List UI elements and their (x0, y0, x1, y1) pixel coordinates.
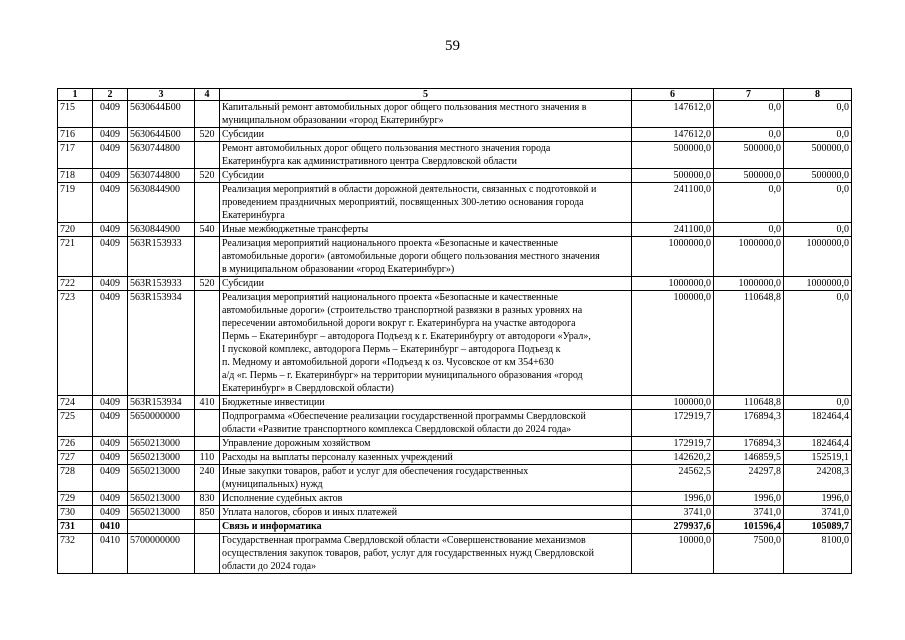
table-row (58, 451, 852, 465)
amount-2022-cell: 10000,0 (632, 534, 714, 574)
table-row (58, 183, 852, 223)
section-code-cell: 0409 (93, 223, 128, 237)
amount-2024-cell: 0,0 (784, 291, 852, 396)
amount-2022-cell: 24562,5 (632, 465, 714, 492)
amount-2024-cell: 0,0 (784, 396, 852, 410)
amount-2023-cell: 0,0 (714, 128, 784, 142)
target-article-cell: 5630644Б00 (128, 101, 195, 128)
target-article-cell: 5630844900 (128, 183, 195, 223)
amount-2023-cell: 3741,0 (714, 506, 784, 520)
amount-2023-cell: 110648,8 (714, 291, 784, 396)
item-name-line: области до 2024 года» (222, 561, 317, 572)
row-number-cell: 718 (58, 169, 93, 183)
row-number-cell: 724 (58, 396, 93, 410)
amount-2023-cell: 0,0 (714, 183, 784, 223)
section-code-cell: 0409 (93, 128, 128, 142)
item-name-cell (220, 183, 632, 223)
expense-type-cell (195, 101, 220, 128)
item-name-cell (220, 534, 632, 574)
amount-2023-cell: 7500,0 (714, 534, 784, 574)
expense-type-cell (195, 437, 220, 451)
item-name-cell (220, 410, 632, 437)
item-name-cell (220, 101, 632, 128)
item-name-cell (220, 492, 632, 506)
amount-2024-cell: 0,0 (784, 128, 852, 142)
row-number-cell: 727 (58, 451, 93, 465)
item-name-line: Бюджетные инвестиции (222, 397, 325, 408)
item-name-line: Иные межбюджетные трансферты (222, 224, 369, 235)
item-name-line: Реализация мероприятий в области дорожной деятельности, связанных с подготовкой и (222, 184, 597, 195)
table-row (58, 277, 852, 291)
row-number-cell: 723 (58, 291, 93, 396)
amount-2024-cell: 0,0 (784, 223, 852, 237)
section-code-cell: 0409 (93, 169, 128, 183)
amount-2022-cell: 3741,0 (632, 506, 714, 520)
row-number-cell: 730 (58, 506, 93, 520)
expense-type-cell: 520 (195, 277, 220, 291)
section-code-cell: 0409 (93, 237, 128, 277)
header-cell: 7 (714, 89, 784, 101)
item-name-line: Подпрограмма «Обеспечение реализации государственной программы Свердловской (222, 411, 586, 422)
expense-type-cell: 520 (195, 169, 220, 183)
amount-2022-cell: 1000000,0 (632, 237, 714, 277)
amount-2023-cell: 0,0 (714, 101, 784, 128)
section-code-cell: 0409 (93, 451, 128, 465)
page-number: 59 (445, 38, 460, 54)
row-number-cell: 726 (58, 437, 93, 451)
item-name-line: Пермь – Екатеринбург – автодорога Подъезд к г. Екатеринбургу от автодороги «Урал», (222, 331, 591, 342)
row-number-cell: 725 (58, 410, 93, 437)
item-name-cell (220, 506, 632, 520)
item-name-line: автомобильные дороги» (автомобильные дороги общего пользования местного значения (222, 251, 600, 262)
amount-2022-cell: 147612,0 (632, 101, 714, 128)
header-cell: 1 (58, 89, 93, 101)
item-name-cell (220, 396, 632, 410)
item-name-line: муниципальном образовании «город Екатеринбург» (222, 115, 444, 126)
row-number-cell: 720 (58, 223, 93, 237)
budget-table (57, 88, 852, 574)
item-name-line: Государственная программа Свердловской области «Совершенствование механизмов (222, 535, 586, 546)
expense-type-cell (195, 183, 220, 223)
amount-2024-cell: 1000000,0 (784, 237, 852, 277)
expense-type-cell: 410 (195, 396, 220, 410)
expense-type-cell (195, 142, 220, 169)
amount-2022-cell: 142620,2 (632, 451, 714, 465)
target-article-cell: 563R153934 (128, 396, 195, 410)
item-name-line: Субсидии (222, 278, 264, 289)
expense-type-cell: 240 (195, 465, 220, 492)
amount-2023-cell: 24297,8 (714, 465, 784, 492)
target-article-cell: 5630844900 (128, 223, 195, 237)
row-number-cell: 715 (58, 101, 93, 128)
header-cell: 2 (93, 89, 128, 101)
amount-2022-cell: 1000000,0 (632, 277, 714, 291)
amount-2022-cell: 100000,0 (632, 291, 714, 396)
amount-2023-cell: 110648,8 (714, 396, 784, 410)
target-article-cell (128, 520, 195, 534)
amount-2024-cell: 1996,0 (784, 492, 852, 506)
table-body (58, 101, 852, 574)
item-name-line: Субсидии (222, 170, 264, 181)
row-number-cell: 721 (58, 237, 93, 277)
item-name-line: Реализация мероприятий национального проекта «Безопасные и качественные (222, 292, 558, 303)
amount-2022-cell: 241100,0 (632, 223, 714, 237)
target-article-cell: 5700000000 (128, 534, 195, 574)
header-cell: 3 (128, 89, 195, 101)
table-row (58, 237, 852, 277)
row-number-cell: 731 (58, 520, 93, 534)
expense-type-cell: 540 (195, 223, 220, 237)
section-code-cell: 0409 (93, 506, 128, 520)
section-code-cell: 0409 (93, 437, 128, 451)
header-cell: 8 (784, 89, 852, 101)
item-name-line: а/д «г. Пермь – г. Екатеринбург» на территории муниципального образования «город (222, 370, 583, 381)
item-name-line: Управление дорожным хозяйством (222, 438, 371, 449)
item-name-cell (220, 169, 632, 183)
item-name-line: осуществления закупок товаров, работ, услуг для государственных нужд Свердловской (222, 548, 594, 559)
section-code-cell: 0409 (93, 410, 128, 437)
amount-2024-cell: 24208,3 (784, 465, 852, 492)
table-row (58, 534, 852, 574)
amount-2023-cell: 101596,4 (714, 520, 784, 534)
item-name-line: в муниципальном образовании «город Екатеринбург») (222, 264, 455, 275)
item-name-cell (220, 223, 632, 237)
expense-type-cell: 520 (195, 128, 220, 142)
table-row (58, 492, 852, 506)
table-row (58, 437, 852, 451)
amount-2024-cell: 1000000,0 (784, 277, 852, 291)
target-article-cell: 5650213000 (128, 465, 195, 492)
item-name-line: пересечении автомобильной дороги вокруг г. Екатеринбурга на участке автодорога (222, 318, 576, 329)
item-name-cell (220, 465, 632, 492)
item-name-line: Екатеринбург» в Свердловской области) (222, 383, 394, 394)
row-number-cell: 719 (58, 183, 93, 223)
item-name-line: I пусковой комплекс, автодорога Пермь – Екатеринбург – автодорога Подъезд к (222, 344, 561, 355)
amount-2023-cell: 1000000,0 (714, 277, 784, 291)
item-name-line: Связь и информатика (222, 521, 322, 532)
section-code-cell: 0410 (93, 534, 128, 574)
amount-2024-cell: 500000,0 (784, 169, 852, 183)
amount-2023-cell: 146859,5 (714, 451, 784, 465)
amount-2024-cell: 152519,1 (784, 451, 852, 465)
amount-2024-cell: 3741,0 (784, 506, 852, 520)
item-name-line: проведением праздничных мероприятий, посвященных 300-летию основания города (222, 197, 584, 208)
amount-2022-cell: 1996,0 (632, 492, 714, 506)
amount-2023-cell: 1996,0 (714, 492, 784, 506)
amount-2024-cell: 0,0 (784, 183, 852, 223)
header-row (58, 89, 852, 101)
expense-type-cell (195, 237, 220, 277)
target-article-cell: 5630744800 (128, 142, 195, 169)
item-name-cell (220, 291, 632, 396)
expense-type-cell (195, 520, 220, 534)
target-article-cell: 563R153933 (128, 237, 195, 277)
table-row (58, 142, 852, 169)
target-article-cell: 5650213000 (128, 492, 195, 506)
table-row (58, 396, 852, 410)
table-row (58, 223, 852, 237)
amount-2022-cell: 279937,6 (632, 520, 714, 534)
header-cell: 4 (195, 89, 220, 101)
section-code-cell: 0409 (93, 465, 128, 492)
item-name-cell (220, 520, 632, 534)
amount-2022-cell: 500000,0 (632, 169, 714, 183)
section-code-cell: 0410 (93, 520, 128, 534)
item-name-line: Реализация мероприятий национального проекта «Безопасные и качественные (222, 238, 558, 249)
item-name-line: Иные закупки товаров, работ и услуг для обеспечения государственных (222, 466, 529, 477)
table-row (58, 465, 852, 492)
amount-2024-cell: 500000,0 (784, 142, 852, 169)
item-name-line: Исполнение судебных актов (222, 493, 343, 504)
amount-2023-cell: 500000,0 (714, 169, 784, 183)
item-name-line: Расходы на выплаты персоналу казенных учреждений (222, 452, 453, 463)
item-name-line: Капитальный ремонт автомобильных дорог общего пользования местного значения в (222, 102, 587, 113)
amount-2024-cell: 182464,4 (784, 410, 852, 437)
amount-2024-cell: 105089,7 (784, 520, 852, 534)
item-name-cell (220, 451, 632, 465)
amount-2022-cell: 500000,0 (632, 142, 714, 169)
section-code-cell: 0409 (93, 492, 128, 506)
row-number-cell: 729 (58, 492, 93, 506)
amount-2022-cell: 172919,7 (632, 437, 714, 451)
expense-type-cell (195, 410, 220, 437)
table-row (58, 506, 852, 520)
section-code-cell: 0409 (93, 277, 128, 291)
target-article-cell: 5650000000 (128, 410, 195, 437)
amount-2024-cell: 0,0 (784, 101, 852, 128)
section-code-cell: 0409 (93, 142, 128, 169)
amount-2023-cell: 1000000,0 (714, 237, 784, 277)
item-name-cell (220, 437, 632, 451)
item-name-line: Ремонт автомобильных дорог общего пользования местного значения города (222, 143, 551, 154)
item-name-cell (220, 277, 632, 291)
row-number-cell: 728 (58, 465, 93, 492)
table-row (58, 169, 852, 183)
row-number-cell: 732 (58, 534, 93, 574)
expense-type-cell: 110 (195, 451, 220, 465)
item-name-line: Екатеринбурга (222, 210, 285, 221)
target-article-cell: 5650213000 (128, 437, 195, 451)
row-number-cell: 717 (58, 142, 93, 169)
table-row (58, 128, 852, 142)
section-code-cell: 0409 (93, 183, 128, 223)
item-name-line: области «Развитие транспортного комплекса Свердловской области до 2024 года» (222, 424, 572, 435)
table-row (58, 520, 852, 534)
header-cell: 5 (220, 89, 632, 101)
target-article-cell: 5630644Б00 (128, 128, 195, 142)
row-number-cell: 716 (58, 128, 93, 142)
item-name-line: (муниципальных) нужд (222, 479, 323, 490)
table-row (58, 410, 852, 437)
amount-2023-cell: 176894,3 (714, 410, 784, 437)
section-code-cell: 0409 (93, 291, 128, 396)
expense-type-cell (195, 291, 220, 396)
section-code-cell: 0409 (93, 396, 128, 410)
amount-2022-cell: 100000,0 (632, 396, 714, 410)
amount-2023-cell: 500000,0 (714, 142, 784, 169)
row-number-cell: 722 (58, 277, 93, 291)
amount-2022-cell: 241100,0 (632, 183, 714, 223)
expense-type-cell (195, 534, 220, 574)
item-name-cell (220, 237, 632, 277)
target-article-cell: 563R153934 (128, 291, 195, 396)
amount-2022-cell: 172919,7 (632, 410, 714, 437)
amount-2023-cell: 176894,3 (714, 437, 784, 451)
amount-2024-cell: 8100,0 (784, 534, 852, 574)
item-name-cell (220, 128, 632, 142)
target-article-cell: 563R153933 (128, 277, 195, 291)
amount-2024-cell: 182464,4 (784, 437, 852, 451)
section-code-cell: 0409 (93, 101, 128, 128)
amount-2022-cell: 147612,0 (632, 128, 714, 142)
item-name-line: Субсидии (222, 129, 264, 140)
item-name-line: Екатеринбурга как административного центра Свердловской области (222, 156, 517, 167)
item-name-line: автомобильные дороги» (строительство транспортной развязки в разных уровнях на (222, 305, 583, 316)
expense-type-cell: 830 (195, 492, 220, 506)
table-row (58, 101, 852, 128)
item-name-line: Уплата налогов, сборов и иных платежей (222, 507, 398, 518)
header-cell: 6 (632, 89, 714, 101)
target-article-cell: 5630744800 (128, 169, 195, 183)
target-article-cell: 5650213000 (128, 506, 195, 520)
item-name-line: п. Медному и автомобильной дороги «Подъезд к оз. Чусовское от км 354+630 (222, 357, 554, 368)
item-name-cell (220, 142, 632, 169)
amount-2023-cell: 0,0 (714, 223, 784, 237)
target-article-cell: 5650213000 (128, 451, 195, 465)
expense-type-cell: 850 (195, 506, 220, 520)
table-row (58, 291, 852, 396)
